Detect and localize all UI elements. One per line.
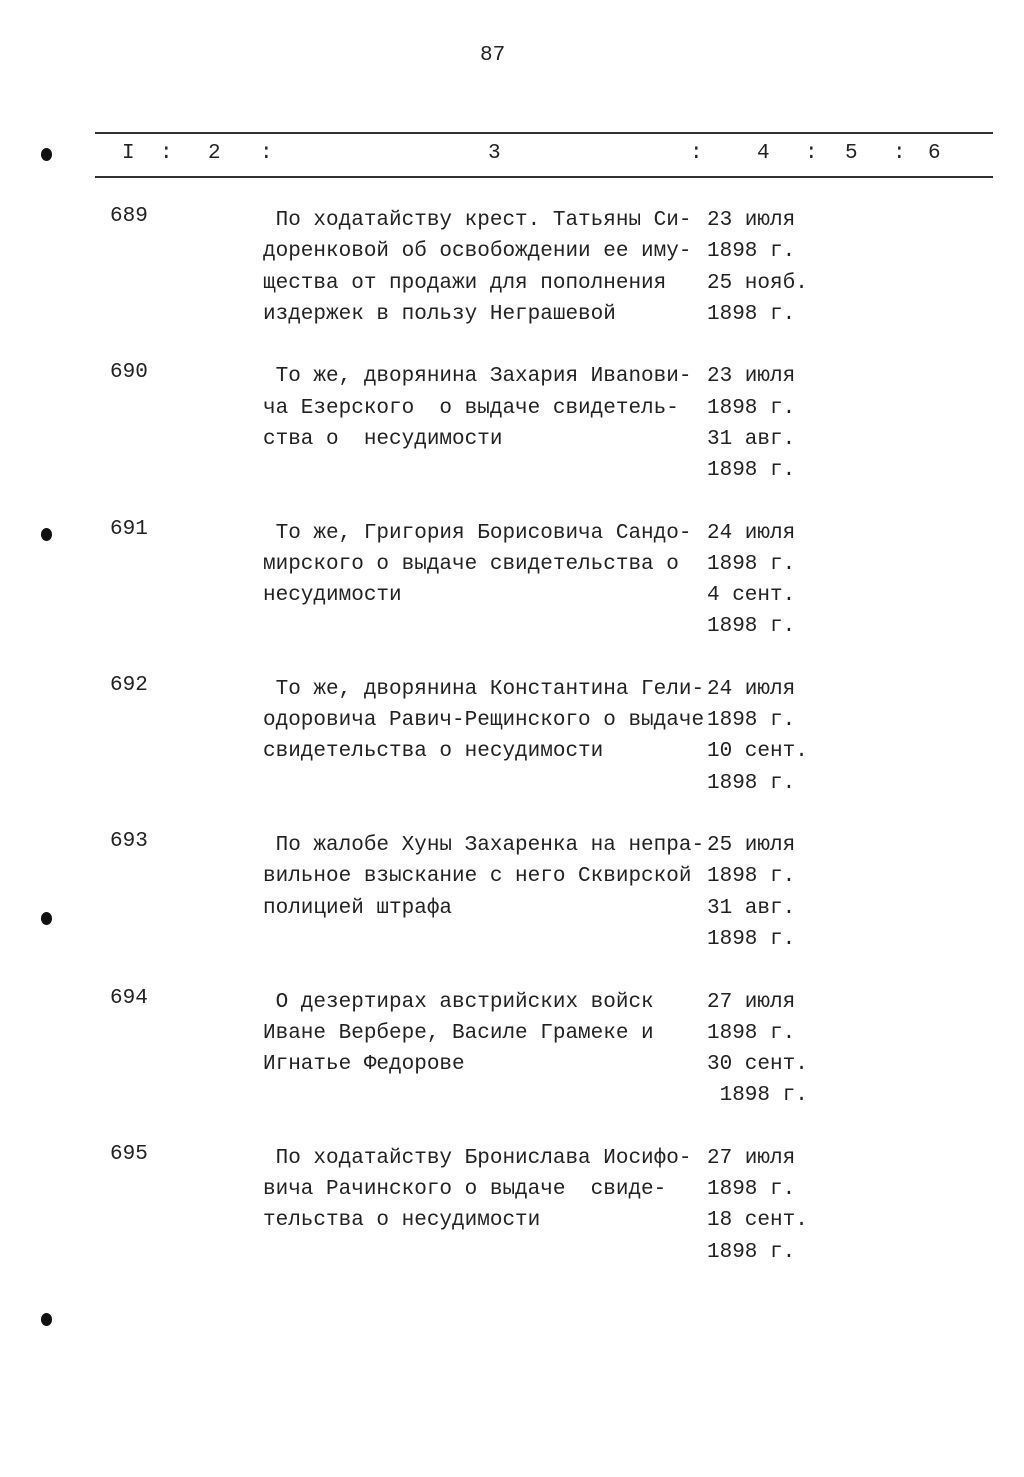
column-6-label: 6 <box>928 142 941 165</box>
date-line: 23 июля <box>707 365 796 389</box>
punch-hole-mark <box>41 148 52 161</box>
entry-description <box>263 361 691 455</box>
description-line: Иване Вербере, Василе Грамеке и <box>263 1021 654 1045</box>
description-line: несудимости <box>263 584 402 608</box>
entry-number: 694 <box>110 986 148 1010</box>
date-line: 1898 г. <box>707 1021 796 1045</box>
date-line: 1898 г. <box>707 709 796 733</box>
entry-number: 690 <box>110 361 148 385</box>
column-2-label: 2 <box>208 142 221 165</box>
entry-description <box>263 987 654 1081</box>
description-line: По ходатайству крест. Татьяны Си- <box>263 209 692 232</box>
column-5-label: 5 <box>845 142 858 165</box>
column-4-label: 4 <box>757 142 770 165</box>
date-line: 4 сент. <box>707 584 796 608</box>
register-entry <box>0 1143 1024 1273</box>
date-line: 1898 г. <box>707 1178 796 1202</box>
description-line: вильное взыскание с него Сквирской <box>263 865 692 889</box>
date-line: 1898 г. <box>707 771 796 795</box>
description-line: издержек в пользу Неграшевой <box>263 302 616 326</box>
entry-number: 692 <box>110 673 148 697</box>
date-line: 1898 г. <box>707 865 796 889</box>
entry-description <box>263 205 691 330</box>
date-line: 31 авг. <box>707 427 796 451</box>
description-line: По жалобе Хуны Захаренка на непра- <box>263 834 705 858</box>
description-line: По ходатайству Бронислава Иосифо- <box>263 1146 692 1170</box>
register-entry <box>0 361 1024 491</box>
description-line: доренковой об освобождении ее иму- <box>263 240 692 264</box>
date-line: 27 июля <box>707 990 796 1014</box>
date-line: 1898 г. <box>707 302 796 326</box>
entry-description <box>263 1143 691 1237</box>
header-rule-top <box>95 132 993 134</box>
date-line: 25 июля <box>707 834 796 858</box>
date-line: 10 сент. <box>707 740 808 764</box>
entry-number: 689 <box>110 205 148 228</box>
entry-dates <box>707 830 795 955</box>
entry-dates <box>707 1143 808 1268</box>
header-rule-bottom <box>95 176 993 178</box>
date-line: 1898 г. <box>707 1084 808 1108</box>
register-entry <box>0 674 1024 804</box>
column-1-label: I <box>122 142 135 165</box>
register-entry <box>0 830 1024 960</box>
description-line: То же, Григория Борисовича Сандо- <box>263 521 692 545</box>
date-line: 18 сент. <box>707 1209 808 1233</box>
description-line: одоровича Равич-Рещинского о выдаче <box>263 709 705 733</box>
date-line: 1898 г. <box>707 459 796 483</box>
date-line: 23 июля <box>707 209 796 232</box>
register-entry <box>0 205 1024 335</box>
description-line: ства о несудимости <box>263 427 503 451</box>
entry-number: 693 <box>110 830 148 854</box>
entry-description <box>263 518 691 612</box>
description-line: О дезертирах австрийских войск <box>263 990 654 1014</box>
description-line: вича Рачинского о выдаче свиде- <box>263 1178 667 1202</box>
column-separator: : <box>893 142 906 165</box>
entry-dates <box>707 361 795 486</box>
date-line: 24 июля <box>707 521 796 545</box>
description-line: Игнатье Федорове <box>263 1053 465 1077</box>
entry-description <box>263 674 704 768</box>
page-number: 87 <box>480 44 506 67</box>
date-line: 30 сент. <box>707 1053 808 1077</box>
description-line: То же, дворянина Захария Ивanови- <box>263 365 692 389</box>
entry-dates <box>707 518 795 643</box>
description-line: тельства о несудимости <box>263 1209 541 1233</box>
date-line: 1898 г. <box>707 240 796 264</box>
column-separator: : <box>160 142 173 165</box>
description-line: полицией штрафа <box>263 896 453 920</box>
description-line: свидетельства о несудимости <box>263 740 604 764</box>
punch-hole-mark <box>41 1313 52 1326</box>
description-line: То же, дворянина Константина Гели- <box>263 677 705 701</box>
entry-dates <box>707 205 808 330</box>
description-line: ча Езерского о выдаче свидетель- <box>263 396 679 420</box>
date-line: 1898 г. <box>707 928 796 952</box>
description-line: щества от продажи для пополнения <box>263 271 667 295</box>
column-separator: : <box>805 142 818 165</box>
column-3-label: 3 <box>488 142 501 165</box>
entry-number: 695 <box>110 1142 148 1166</box>
description-line: мирского о выдаче свидетельства о <box>263 552 679 576</box>
date-line: 1898 г. <box>707 552 796 576</box>
date-line: 27 июля <box>707 1146 796 1170</box>
date-line: 1898 г. <box>707 396 796 420</box>
date-line: 31 авг. <box>707 896 796 920</box>
register-entry <box>0 987 1024 1117</box>
column-separator: : <box>690 142 703 165</box>
date-line: 1898 г. <box>707 1240 796 1264</box>
entry-dates <box>707 674 808 799</box>
date-line: 1898 г. <box>707 615 796 639</box>
register-entry <box>0 518 1024 648</box>
column-separator: : <box>260 142 273 165</box>
date-line: 24 июля <box>707 677 796 701</box>
entry-number: 691 <box>110 517 148 541</box>
entry-description <box>263 830 704 924</box>
entry-dates <box>707 987 808 1112</box>
date-line: 25 нояб. <box>707 271 808 295</box>
